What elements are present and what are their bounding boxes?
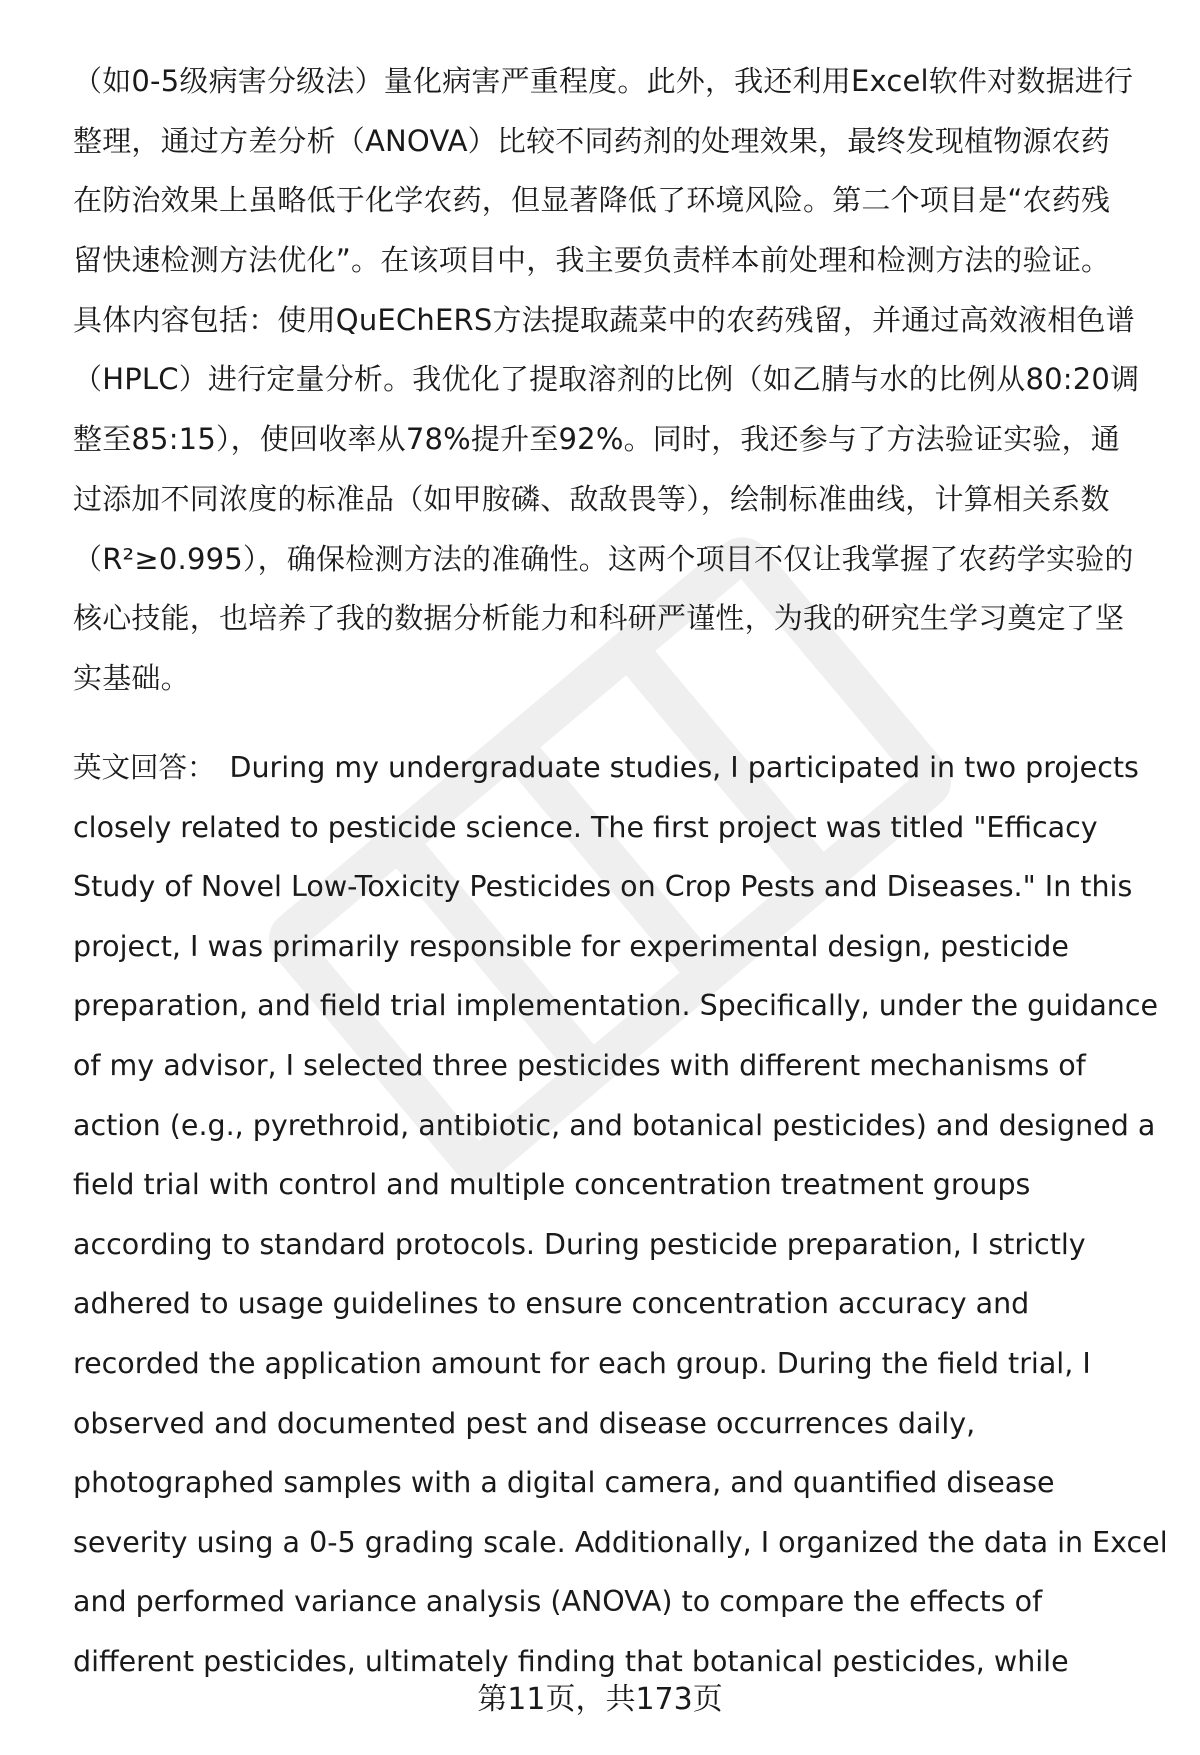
text-line: 留快速检测方法优化”。在该项目中，我主要负责样本前处理和检测方法的验证。 bbox=[73, 243, 1111, 278]
text-line: different pesticides, ultimately finding that botanical pesticides, while bbox=[73, 1644, 1069, 1678]
chinese-answer-paragraph bbox=[73, 52, 1163, 709]
page-number-footer: 第11页，共173页 bbox=[477, 1682, 723, 1717]
text-line: 整理，通过方差分析（ANOVA）比较不同药剂的处理效果，最终发现植物源农药 bbox=[73, 123, 1111, 158]
text-line-content: During my undergraduate studies, I participated in two projects bbox=[229, 751, 1139, 784]
text-line: 整至85:15），使回收率从78%提升至92%。同时，我还参与了方法验证实验，通 bbox=[73, 422, 1120, 457]
text-line: according to standard protocols. During pesticide preparation, I strictly bbox=[73, 1227, 1086, 1261]
text-line: closely related to pesticide science. The first project was titled "Efficacy bbox=[73, 810, 1098, 844]
text-line: 在防治效果上虽略低于化学农药，但显著降低了环境风险。第二个项目是“农药残 bbox=[73, 183, 1111, 218]
text-line: preparation, and field trial implementation. Specifically, under the guidance bbox=[73, 989, 1159, 1023]
text-line: recorded the application amount for each group. During the field trial, I bbox=[73, 1346, 1091, 1380]
text-line: （R²≥0.995），确保检测方法的准确性。这两个项目不仅让我掌握了农药学实验的 bbox=[73, 541, 1134, 576]
text-line: 过添加不同浓度的标准品（如甲胺磷、敌敌畏等），绘制标准曲线，计算相关系数 bbox=[73, 481, 1110, 516]
text-line: Study of Novel Low-Toxicity Pesticides on Crop Pests and Diseases." In this bbox=[73, 870, 1133, 904]
text-line: project, I was primarily responsible for experimental design, pesticide bbox=[73, 929, 1069, 963]
english-answer-paragraph bbox=[73, 738, 1168, 1692]
text-line: 实基础。 bbox=[73, 660, 190, 695]
text-line: adhered to usage guidelines to ensure concentration accuracy and bbox=[73, 1287, 1030, 1321]
text-line: field trial with control and multiple concentration treatment groups bbox=[73, 1168, 1031, 1202]
text-line: severity using a 0-5 grading scale. Additionally, I organized the data in Excel bbox=[73, 1525, 1168, 1559]
text-line: and performed variance analysis (ANOVA) to compare the effects of bbox=[73, 1585, 1043, 1619]
text-line: of my advisor, I selected three pesticides with different mechanisms of bbox=[73, 1048, 1086, 1082]
text-line: action (e.g., pyrethroid, antibiotic, and botanical pesticides) and designed a bbox=[73, 1108, 1156, 1142]
text-line: （如0-5级病害分级法）量化病害严重程度。此外，我还利用Excel软件对数据进行 bbox=[73, 64, 1134, 98]
text-line-first bbox=[73, 738, 1163, 798]
english-answer-label: 英文回答： bbox=[73, 751, 216, 784]
text-line: （HPLC）进行定量分析。我优化了提取溶剂的比例（如乙腈与水的比例从80:20调 bbox=[73, 362, 1140, 397]
text-line: observed and documented pest and disease occurrences daily, bbox=[73, 1406, 976, 1440]
text-line: 具体内容包括：使用QuEChERS方法提取蔬菜中的农药残留，并通过高效液相色谱 bbox=[73, 302, 1135, 337]
text-line: 核心技能，也培养了我的数据分析能力和科研严谨性，为我的研究生学习奠定了坚 bbox=[73, 601, 1125, 636]
text-line: photographed samples with a digital camera, and quantified disease bbox=[73, 1466, 1055, 1500]
